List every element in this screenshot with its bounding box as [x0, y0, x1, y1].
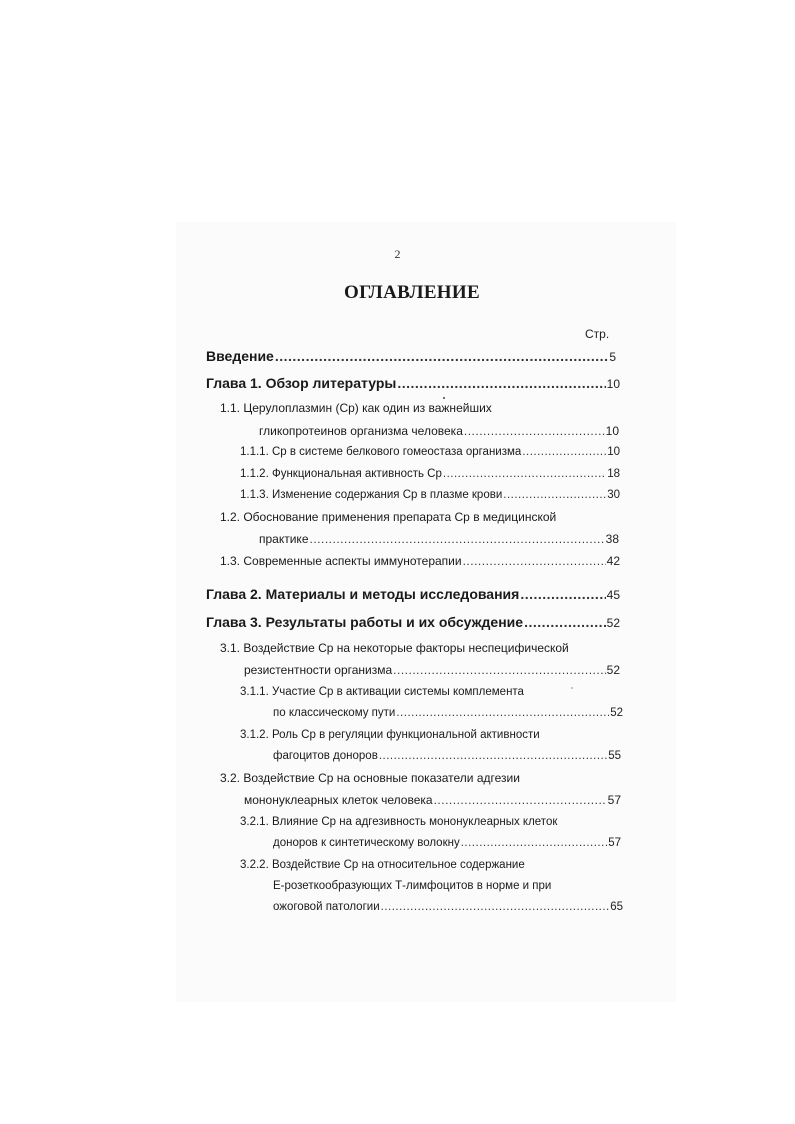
- toc-entry-chapter-3[interactable]: Глава 3. Результаты работы и их обсуждение ..... 52: [206, 613, 620, 632]
- page-column-label: Стр.: [585, 327, 610, 341]
- toc-entry-3-2-line1: 3.2. Воздействие Ср на основные показатели адгезии: [220, 771, 520, 785]
- toc-entry-3-2-1-line1: 3.2.1. Влияние Ср на адгезивность мононуклеарных клеток: [240, 816, 558, 828]
- toc-entry-chapter-1[interactable]: Глава 1. Обзор литературы ..... 10: [206, 374, 620, 393]
- scan-speck: [443, 397, 445, 399]
- toc-entry-1-2-line1: 1.2. Обоснование применения препарата Ср в медицинской: [220, 510, 557, 524]
- toc-entry-3-1-2[interactable]: фагоцитов доноров ..... 55: [273, 748, 621, 764]
- toc-entry-chapter-2[interactable]: Глава 2. Материалы и методы исследования ..... 45: [206, 585, 620, 604]
- toc-entry-1-2[interactable]: практике ..... 38: [259, 531, 619, 547]
- toc-entry-1-3[interactable]: 1.3. Современные аспекты иммунотерапии ..... 42: [220, 553, 620, 569]
- scan-speck: [571, 687, 573, 689]
- page-title: ОГЛАВЛЕНИЕ: [344, 282, 480, 303]
- toc-entry-1-1[interactable]: гликопротеинов организма человека ..... 10: [259, 423, 619, 439]
- toc-entry-1-1-line1: 1.1. Церулоплазмин (Ср) как один из важнейших: [220, 401, 492, 415]
- toc-entry-3-2-2-line1: 3.2.2. Воздействие Ср на относительное содержание: [240, 859, 525, 871]
- toc-entry-1-1-3[interactable]: 1.1.3. Изменение содержания Ср в плазме крови ..... 30: [240, 487, 620, 503]
- toc-entry-intro[interactable]: Введение ..... 5: [206, 347, 616, 366]
- toc-entry-1-1-2[interactable]: 1.1.2. Функциональная активность Ср ..... 18: [240, 466, 620, 482]
- toc-entry-3-1-1[interactable]: по классическому пути ..... 52: [273, 705, 623, 721]
- toc-entry-3-1-2-line1: 3.1.2. Роль Ср в регуляции функциональной активности: [240, 729, 540, 741]
- toc-entry-3-2[interactable]: мононуклеарных клеток человека ..... 57: [244, 792, 621, 808]
- page-number: 2: [394, 247, 401, 261]
- toc-entry-3-2-2[interactable]: ожоговой патологии ..... 65: [273, 899, 623, 915]
- toc-entry-3-1-line1: 3.1. Воздействие Ср на некоторые факторы неспецифической: [220, 641, 569, 655]
- toc-entry-3-2-2-line2: Е-розеткообразующих Т-лимфоцитов в норме и при: [273, 880, 552, 892]
- toc-entry-3-2-1[interactable]: доноров к синтетическому волокну ..... 57: [273, 835, 621, 851]
- toc-entry-1-1-1[interactable]: 1.1.1. Ср в системе белкового гомеостаза организма ..... 10: [240, 444, 620, 460]
- toc-entry-3-1[interactable]: резистентности организма ..... 52: [244, 662, 620, 678]
- toc-entry-3-1-1-line1: 3.1.1. Участие Ср в активации системы комплемента: [240, 686, 524, 698]
